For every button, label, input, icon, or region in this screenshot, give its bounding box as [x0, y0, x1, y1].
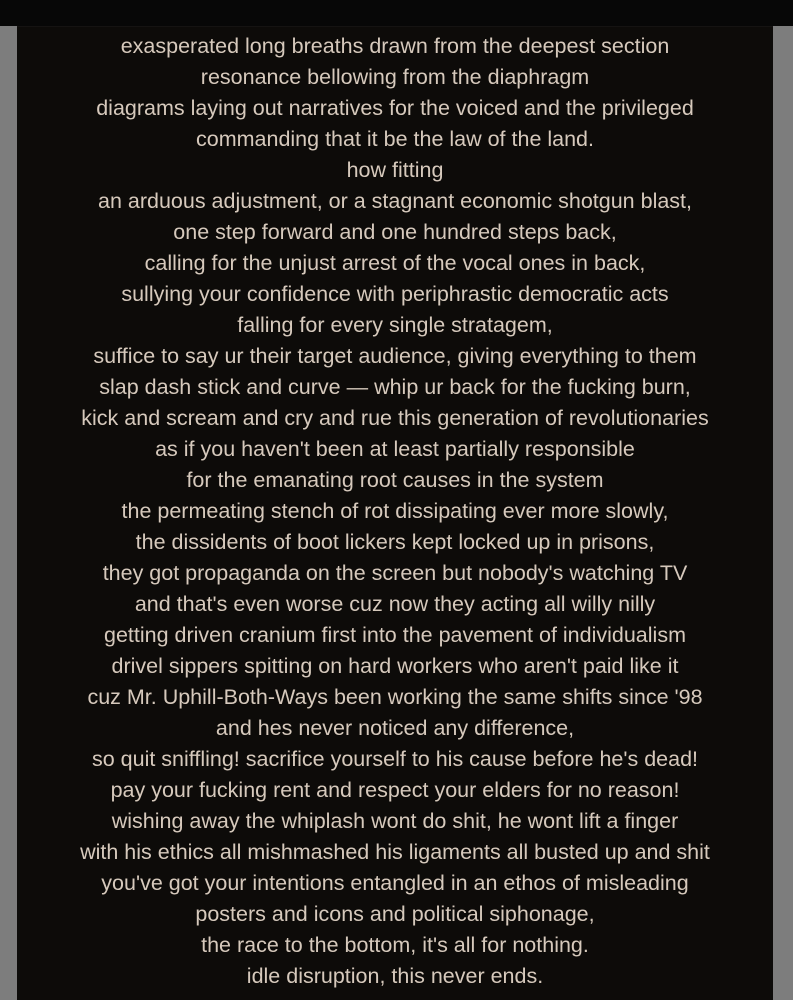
lyric-line: idle disruption, this never ends.	[246, 964, 544, 988]
lyric-line: the race to the bottom, it's all for nothing.	[201, 933, 589, 957]
lyric-line: so quit sniffling! sacrifice yourself to his cause before he's dead!	[91, 747, 699, 771]
lyric-line: how fitting	[346, 158, 444, 182]
lyric-line: and that's even worse cuz now they acting all willy nilly	[134, 592, 656, 616]
lyric-line: they got propaganda on the screen but nobody's watching TV	[102, 561, 688, 585]
lyric-line: calling for the unjust arrest of the vocal ones in back,	[144, 251, 646, 275]
lyric-line: exasperated long breaths drawn from the deepest section	[120, 34, 670, 58]
lyric-line: posters and icons and political siphonage,	[195, 902, 595, 926]
left-rail	[0, 26, 17, 1000]
lyric-line: suffice to say ur their target audience, giving everything to them	[93, 344, 697, 368]
lyric-line: and hes never noticed any difference,	[215, 716, 575, 740]
lyric-line: getting driven cranium first into the pavement of individualism	[104, 623, 686, 647]
lyric-line: you've got your intentions entangled in an ethos of misleading	[101, 871, 689, 895]
lyric-line: wishing away the whiplash wont do shit, he wont lift a finger	[111, 809, 679, 833]
lyric-line: with his ethics all mishmashed his ligaments all busted up and shit	[80, 840, 710, 864]
lyric-line: falling for every single stratagem,	[237, 313, 553, 337]
lyric-line: as if you haven't been at least partially responsible	[155, 437, 635, 461]
lyric-line: resonance bellowing from the diaphragm	[200, 65, 590, 89]
lyric-line: drivel sippers spitting on hard workers who aren't paid like it	[111, 654, 679, 678]
lyric-line: diagrams laying out narratives for the voiced and the privileged	[96, 96, 694, 120]
lyric-line: for the emanating root causes in the system	[186, 468, 604, 492]
lyric-line: pay your fucking rent and respect your elders for no reason!	[110, 778, 680, 802]
lyric-line: an arduous adjustment, or a stagnant economic shotgun blast,	[97, 189, 692, 213]
lyric-line: kick and scream and cry and rue this generation of revolutionaries	[81, 406, 709, 430]
lyric-line: commanding that it be the law of the land.	[196, 127, 594, 151]
lyric-line: cuz Mr. Uphill-Both-Ways been working the same shifts since '98	[87, 685, 703, 709]
screen-frame	[0, 26, 793, 1000]
lyrics-panel	[17, 26, 773, 1000]
lyric-line: sullying your confidence with periphrastic democratic acts	[121, 282, 669, 306]
lyric-line: the permeating stench of rot dissipating ever more slowly,	[121, 499, 669, 523]
lyric-line: the dissidents of boot lickers kept locked up in prisons,	[135, 530, 655, 554]
lyric-line: one step forward and one hundred steps back,	[173, 220, 617, 244]
right-rail	[773, 26, 793, 1000]
lyric-line: slap dash stick and curve — whip ur back for the fucking burn,	[99, 375, 691, 399]
status-bar	[0, 0, 793, 26]
